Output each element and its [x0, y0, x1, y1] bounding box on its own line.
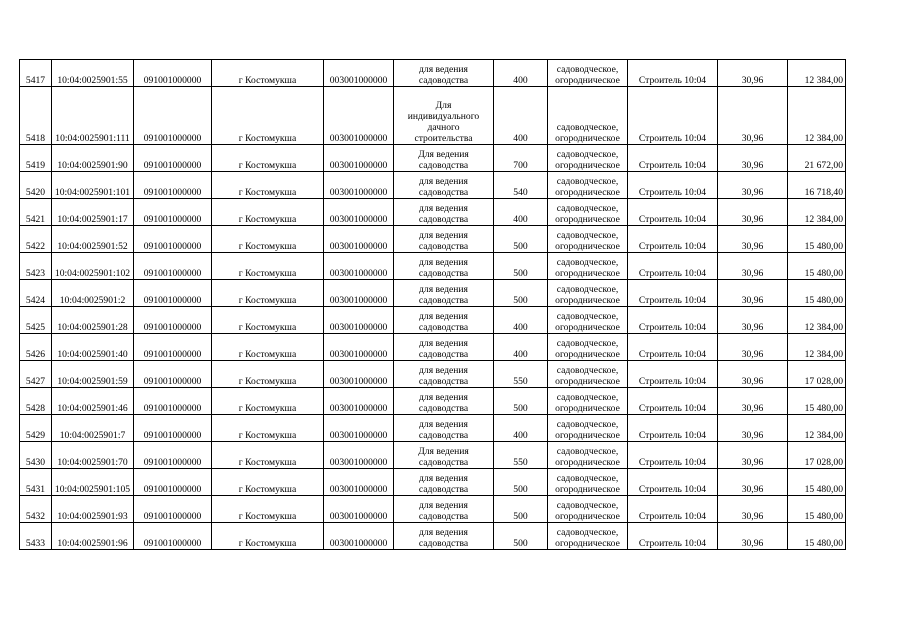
cadastral-number-cell: 10:04:0025901:40	[52, 334, 134, 361]
oktmo-code-cell: 091001000000	[134, 469, 212, 496]
locality-cell: г Костомукша	[212, 523, 324, 550]
permitted-use-cell	[394, 226, 494, 253]
oktmo-code-cell: 091001000000	[134, 280, 212, 307]
permitted-use-line: строительства	[414, 133, 473, 144]
oktmo-code-cell: 091001000000	[134, 415, 212, 442]
zone-code-cell: 003001000000	[324, 442, 394, 469]
table-body	[20, 60, 846, 550]
land-category-line: садоводческое,	[556, 64, 619, 75]
cadastral-value-cell: 15 480,00	[788, 253, 846, 280]
cadastral-number-cell: 10:04:0025901:101	[52, 172, 134, 199]
area-cell: 400	[494, 307, 548, 334]
land-category-line: садоводческое,	[556, 392, 619, 403]
cadastral-value-cell: 12 384,00	[788, 415, 846, 442]
cadastral-value-cell: 15 480,00	[788, 469, 846, 496]
area-cell: 550	[494, 442, 548, 469]
land-category-line: садоводческое,	[556, 446, 619, 457]
specific-value-cell: 30,96	[718, 87, 788, 145]
land-category-line: огородническое	[555, 403, 620, 414]
zone-code-cell: 003001000000	[324, 172, 394, 199]
land-category-line: огородническое	[555, 511, 620, 522]
permitted-use-line: садоводства	[418, 403, 469, 414]
oktmo-code-cell: 091001000000	[134, 145, 212, 172]
cadastral-quarter-cell: Строитель 10:04	[628, 60, 718, 87]
permitted-use-cell	[394, 361, 494, 388]
land-category-cell	[548, 172, 628, 199]
locality-cell: г Костомукша	[212, 199, 324, 226]
oktmo-code-cell: 091001000000	[134, 172, 212, 199]
zone-code-cell: 003001000000	[324, 226, 394, 253]
permitted-use-cell	[394, 442, 494, 469]
cadastral-quarter-cell: Строитель 10:04	[628, 226, 718, 253]
permitted-use-cell	[394, 307, 494, 334]
land-category-cell	[548, 280, 628, 307]
cadastral-number-cell: 10:04:0025901:93	[52, 496, 134, 523]
permitted-use-line: садоводства	[418, 322, 469, 333]
table-row	[20, 523, 846, 550]
specific-value-cell: 30,96	[718, 361, 788, 388]
cadastral-number-cell: 10:04:0025901:102	[52, 253, 134, 280]
permitted-use-cell	[394, 415, 494, 442]
specific-value-cell: 30,96	[718, 226, 788, 253]
specific-value-cell: 30,96	[718, 334, 788, 361]
permitted-use-line: садоводства	[418, 75, 469, 86]
zone-code-cell: 003001000000	[324, 361, 394, 388]
cadastral-quarter-cell: Строитель 10:04	[628, 523, 718, 550]
land-category-line: садоводческое,	[556, 365, 619, 376]
specific-value-cell: 30,96	[718, 442, 788, 469]
land-category-line: огородническое	[555, 75, 620, 86]
cadastral-value-cell: 12 384,00	[788, 334, 846, 361]
row-number-cell: 5422	[20, 226, 52, 253]
land-category-cell	[548, 388, 628, 415]
permitted-use-cell	[394, 172, 494, 199]
oktmo-code-cell: 091001000000	[134, 253, 212, 280]
permitted-use-line: для ведения	[419, 338, 468, 349]
permitted-use-line: для ведения	[419, 500, 468, 511]
table-row	[20, 199, 846, 226]
cadastral-quarter-cell: Строитель 10:04	[628, 87, 718, 145]
cadastral-quarter-cell: Строитель 10:04	[628, 199, 718, 226]
locality-cell: г Костомукша	[212, 415, 324, 442]
row-number-cell: 5433	[20, 523, 52, 550]
specific-value-cell: 30,96	[718, 253, 788, 280]
area-cell: 400	[494, 60, 548, 87]
zone-code-cell: 003001000000	[324, 253, 394, 280]
land-category-cell	[548, 523, 628, 550]
locality-cell: г Костомукша	[212, 145, 324, 172]
zone-code-cell: 003001000000	[324, 469, 394, 496]
cadastral-number-cell: 10:04:0025901:7	[52, 415, 134, 442]
locality-cell: г Костомукша	[212, 469, 324, 496]
permitted-use-cell	[394, 469, 494, 496]
land-category-cell	[548, 496, 628, 523]
permitted-use-cell	[394, 388, 494, 415]
row-number-cell: 5432	[20, 496, 52, 523]
permitted-use-line: для ведения	[419, 365, 468, 376]
land-category-cell	[548, 87, 628, 145]
cadastral-value-cell: 12 384,00	[788, 307, 846, 334]
row-number-cell: 5424	[20, 280, 52, 307]
area-cell: 500	[494, 280, 548, 307]
zone-code-cell: 003001000000	[324, 307, 394, 334]
oktmo-code-cell: 091001000000	[134, 334, 212, 361]
land-category-line: садоводческое,	[556, 338, 619, 349]
row-number-cell: 5419	[20, 145, 52, 172]
cadastral-number-cell: 10:04:0025901:2	[52, 280, 134, 307]
land-category-line: огородническое	[555, 322, 620, 333]
land-category-line: огородническое	[555, 430, 620, 441]
table-row	[20, 415, 846, 442]
oktmo-code-cell: 091001000000	[134, 496, 212, 523]
cadastral-number-cell: 10:04:0025901:46	[52, 388, 134, 415]
zone-code-cell: 003001000000	[324, 334, 394, 361]
permitted-use-cell	[394, 199, 494, 226]
locality-cell: г Костомукша	[212, 60, 324, 87]
land-category-line: садоводческое,	[556, 419, 619, 430]
specific-value-cell: 30,96	[718, 199, 788, 226]
specific-value-cell: 30,96	[718, 172, 788, 199]
locality-cell: г Костомукша	[212, 280, 324, 307]
land-category-line: огородническое	[555, 376, 620, 387]
zone-code-cell: 003001000000	[324, 199, 394, 226]
area-cell: 400	[494, 415, 548, 442]
permitted-use-line: для ведения	[419, 473, 468, 484]
oktmo-code-cell: 091001000000	[134, 60, 212, 87]
row-number-cell: 5420	[20, 172, 52, 199]
land-category-cell	[548, 415, 628, 442]
cadastral-quarter-cell: Строитель 10:04	[628, 253, 718, 280]
zone-code-cell: 003001000000	[324, 415, 394, 442]
area-cell: 500	[494, 496, 548, 523]
land-category-line: садоводческое,	[556, 527, 619, 538]
permitted-use-line: для ведения	[419, 64, 468, 75]
land-category-cell	[548, 334, 628, 361]
specific-value-cell: 30,96	[718, 388, 788, 415]
land-category-cell	[548, 60, 628, 87]
cadastral-value-cell: 17 028,00	[788, 361, 846, 388]
cadastral-quarter-cell: Строитель 10:04	[628, 280, 718, 307]
row-number-cell: 5421	[20, 199, 52, 226]
specific-value-cell: 30,96	[718, 280, 788, 307]
area-cell: 400	[494, 87, 548, 145]
cadastral-quarter-cell: Строитель 10:04	[628, 361, 718, 388]
land-category-line: садоводческое,	[556, 230, 619, 241]
cadastral-quarter-cell: Строитель 10:04	[628, 145, 718, 172]
locality-cell: г Костомукша	[212, 253, 324, 280]
permitted-use-line: Для	[435, 100, 452, 111]
area-cell: 400	[494, 199, 548, 226]
cadastral-value-cell: 15 480,00	[788, 496, 846, 523]
permitted-use-line: для ведения	[419, 284, 468, 295]
table-row	[20, 496, 846, 523]
zone-code-cell: 003001000000	[324, 145, 394, 172]
cadastral-number-cell: 10:04:0025901:52	[52, 226, 134, 253]
land-registry-table	[19, 59, 846, 550]
land-category-line: садоводческое,	[556, 149, 619, 160]
land-category-line: огородническое	[555, 187, 620, 198]
land-category-line: садоводческое,	[556, 176, 619, 187]
permitted-use-line: для ведения	[419, 311, 468, 322]
locality-cell: г Костомукша	[212, 226, 324, 253]
permitted-use-line: для ведения	[419, 203, 468, 214]
land-category-line: огородническое	[555, 457, 620, 468]
cadastral-value-cell: 16 718,40	[788, 172, 846, 199]
zone-code-cell: 003001000000	[324, 388, 394, 415]
row-number-cell: 5429	[20, 415, 52, 442]
cadastral-number-cell: 10:04:0025901:90	[52, 145, 134, 172]
cadastral-value-cell: 15 480,00	[788, 280, 846, 307]
oktmo-code-cell: 091001000000	[134, 361, 212, 388]
specific-value-cell: 30,96	[718, 60, 788, 87]
zone-code-cell: 003001000000	[324, 280, 394, 307]
row-number-cell: 5428	[20, 388, 52, 415]
land-category-cell	[548, 307, 628, 334]
area-cell: 500	[494, 226, 548, 253]
table-row	[20, 226, 846, 253]
permitted-use-line: для ведения	[419, 176, 468, 187]
cadastral-number-cell: 10:04:0025901:55	[52, 60, 134, 87]
permitted-use-cell	[394, 496, 494, 523]
cadastral-number-cell: 10:04:0025901:17	[52, 199, 134, 226]
permitted-use-line: для ведения	[419, 257, 468, 268]
permitted-use-line: садоводства	[418, 484, 469, 495]
table-row	[20, 388, 846, 415]
permitted-use-line: садоводства	[418, 187, 469, 198]
permitted-use-line: для ведения	[419, 392, 468, 403]
permitted-use-cell	[394, 253, 494, 280]
land-category-cell	[548, 145, 628, 172]
locality-cell: г Костомукша	[212, 496, 324, 523]
cadastral-value-cell: 12 384,00	[788, 87, 846, 145]
row-number-cell: 5430	[20, 442, 52, 469]
row-number-cell: 5423	[20, 253, 52, 280]
land-category-line: садоводческое,	[556, 500, 619, 511]
cadastral-value-cell: 17 028,00	[788, 442, 846, 469]
permitted-use-line: садоводства	[418, 430, 469, 441]
specific-value-cell: 30,96	[718, 415, 788, 442]
land-category-line: огородническое	[555, 295, 620, 306]
land-category-line: садоводческое,	[556, 122, 619, 133]
area-cell: 500	[494, 388, 548, 415]
cadastral-quarter-cell: Строитель 10:04	[628, 172, 718, 199]
locality-cell: г Костомукша	[212, 87, 324, 145]
table-row	[20, 442, 846, 469]
oktmo-code-cell: 091001000000	[134, 523, 212, 550]
cadastral-number-cell: 10:04:0025901:70	[52, 442, 134, 469]
row-number-cell: 5418	[20, 87, 52, 145]
table-row	[20, 172, 846, 199]
table-row	[20, 87, 846, 145]
land-category-line: огородническое	[555, 241, 620, 252]
table-row	[20, 361, 846, 388]
land-category-line: огородническое	[555, 349, 620, 360]
locality-cell: г Костомукша	[212, 307, 324, 334]
cadastral-value-cell: 12 384,00	[788, 199, 846, 226]
cadastral-value-cell: 15 480,00	[788, 523, 846, 550]
permitted-use-cell	[394, 334, 494, 361]
permitted-use-line: для ведения	[419, 230, 468, 241]
cadastral-number-cell: 10:04:0025901:111	[52, 87, 134, 145]
permitted-use-line: дачного	[427, 122, 460, 133]
area-cell: 500	[494, 523, 548, 550]
land-category-cell	[548, 226, 628, 253]
oktmo-code-cell: 091001000000	[134, 307, 212, 334]
row-number-cell: 5426	[20, 334, 52, 361]
cadastral-quarter-cell: Строитель 10:04	[628, 442, 718, 469]
permitted-use-line: для ведения	[419, 419, 468, 430]
row-number-cell: 5425	[20, 307, 52, 334]
row-number-cell: 5431	[20, 469, 52, 496]
area-cell: 500	[494, 253, 548, 280]
permitted-use-line: садоводства	[418, 295, 469, 306]
oktmo-code-cell: 091001000000	[134, 87, 212, 145]
permitted-use-line: садоводства	[418, 214, 469, 225]
land-category-line: садоводческое,	[556, 203, 619, 214]
area-cell: 500	[494, 469, 548, 496]
specific-value-cell: 30,96	[718, 307, 788, 334]
zone-code-cell: 003001000000	[324, 523, 394, 550]
land-category-line: садоводческое,	[556, 257, 619, 268]
land-category-line: садоводческое,	[556, 473, 619, 484]
area-cell: 400	[494, 334, 548, 361]
specific-value-cell: 30,96	[718, 523, 788, 550]
permitted-use-line: садоводства	[418, 268, 469, 279]
locality-cell: г Костомукша	[212, 442, 324, 469]
land-category-cell	[548, 199, 628, 226]
specific-value-cell: 30,96	[718, 496, 788, 523]
cadastral-number-cell: 10:04:0025901:105	[52, 469, 134, 496]
area-cell: 700	[494, 145, 548, 172]
table-row	[20, 334, 846, 361]
zone-code-cell: 003001000000	[324, 496, 394, 523]
table-row	[20, 469, 846, 496]
oktmo-code-cell: 091001000000	[134, 199, 212, 226]
cadastral-quarter-cell: Строитель 10:04	[628, 415, 718, 442]
area-cell: 550	[494, 361, 548, 388]
cadastral-quarter-cell: Строитель 10:04	[628, 307, 718, 334]
cadastral-value-cell: 15 480,00	[788, 388, 846, 415]
locality-cell: г Костомукша	[212, 388, 324, 415]
locality-cell: г Костомукша	[212, 172, 324, 199]
land-category-cell	[548, 253, 628, 280]
land-category-line: огородническое	[555, 160, 620, 171]
cadastral-quarter-cell: Строитель 10:04	[628, 496, 718, 523]
land-category-line: огородническое	[555, 484, 620, 495]
cadastral-number-cell: 10:04:0025901:59	[52, 361, 134, 388]
permitted-use-cell	[394, 60, 494, 87]
land-category-line: садоводческое,	[556, 284, 619, 295]
cadastral-quarter-cell: Строитель 10:04	[628, 469, 718, 496]
cadastral-quarter-cell: Строитель 10:04	[628, 388, 718, 415]
cadastral-quarter-cell: Строитель 10:04	[628, 334, 718, 361]
permitted-use-line: садоводства	[418, 457, 469, 468]
permitted-use-cell	[394, 280, 494, 307]
oktmo-code-cell: 091001000000	[134, 388, 212, 415]
land-category-line: огородническое	[555, 133, 620, 144]
locality-cell: г Костомукша	[212, 334, 324, 361]
permitted-use-line: индивидуального	[407, 111, 480, 122]
table-row	[20, 307, 846, 334]
permitted-use-line: садоводства	[418, 538, 469, 549]
specific-value-cell: 30,96	[718, 469, 788, 496]
row-number-cell: 5417	[20, 60, 52, 87]
zone-code-cell: 003001000000	[324, 60, 394, 87]
permitted-use-line: Для ведения	[418, 149, 469, 160]
land-category-line: огородническое	[555, 214, 620, 225]
table-row	[20, 280, 846, 307]
row-number-cell: 5427	[20, 361, 52, 388]
cadastral-value-cell: 21 672,00	[788, 145, 846, 172]
zone-code-cell: 003001000000	[324, 87, 394, 145]
permitted-use-line: садоводства	[418, 511, 469, 522]
land-category-line: огородническое	[555, 538, 620, 549]
permitted-use-cell	[394, 145, 494, 172]
oktmo-code-cell: 091001000000	[134, 442, 212, 469]
cadastral-value-cell: 12 384,00	[788, 60, 846, 87]
land-category-cell	[548, 442, 628, 469]
land-category-cell	[548, 361, 628, 388]
table-row	[20, 145, 846, 172]
permitted-use-line: садоводства	[418, 349, 469, 360]
cadastral-number-cell: 10:04:0025901:96	[52, 523, 134, 550]
locality-cell: г Костомукша	[212, 361, 324, 388]
land-category-cell	[548, 469, 628, 496]
permitted-use-line: для ведения	[419, 527, 468, 538]
land-category-line: огородническое	[555, 268, 620, 279]
specific-value-cell: 30,96	[718, 145, 788, 172]
oktmo-code-cell: 091001000000	[134, 226, 212, 253]
table-row	[20, 60, 846, 87]
permitted-use-line: садоводства	[418, 160, 469, 171]
permitted-use-line: Для ведения	[418, 446, 469, 457]
permitted-use-line: садоводства	[418, 376, 469, 387]
permitted-use-cell	[394, 87, 494, 145]
cadastral-number-cell: 10:04:0025901:28	[52, 307, 134, 334]
table-row	[20, 253, 846, 280]
cadastral-value-cell: 15 480,00	[788, 226, 846, 253]
permitted-use-line: садоводства	[418, 241, 469, 252]
permitted-use-cell	[394, 523, 494, 550]
land-category-line: садоводческое,	[556, 311, 619, 322]
area-cell: 540	[494, 172, 548, 199]
